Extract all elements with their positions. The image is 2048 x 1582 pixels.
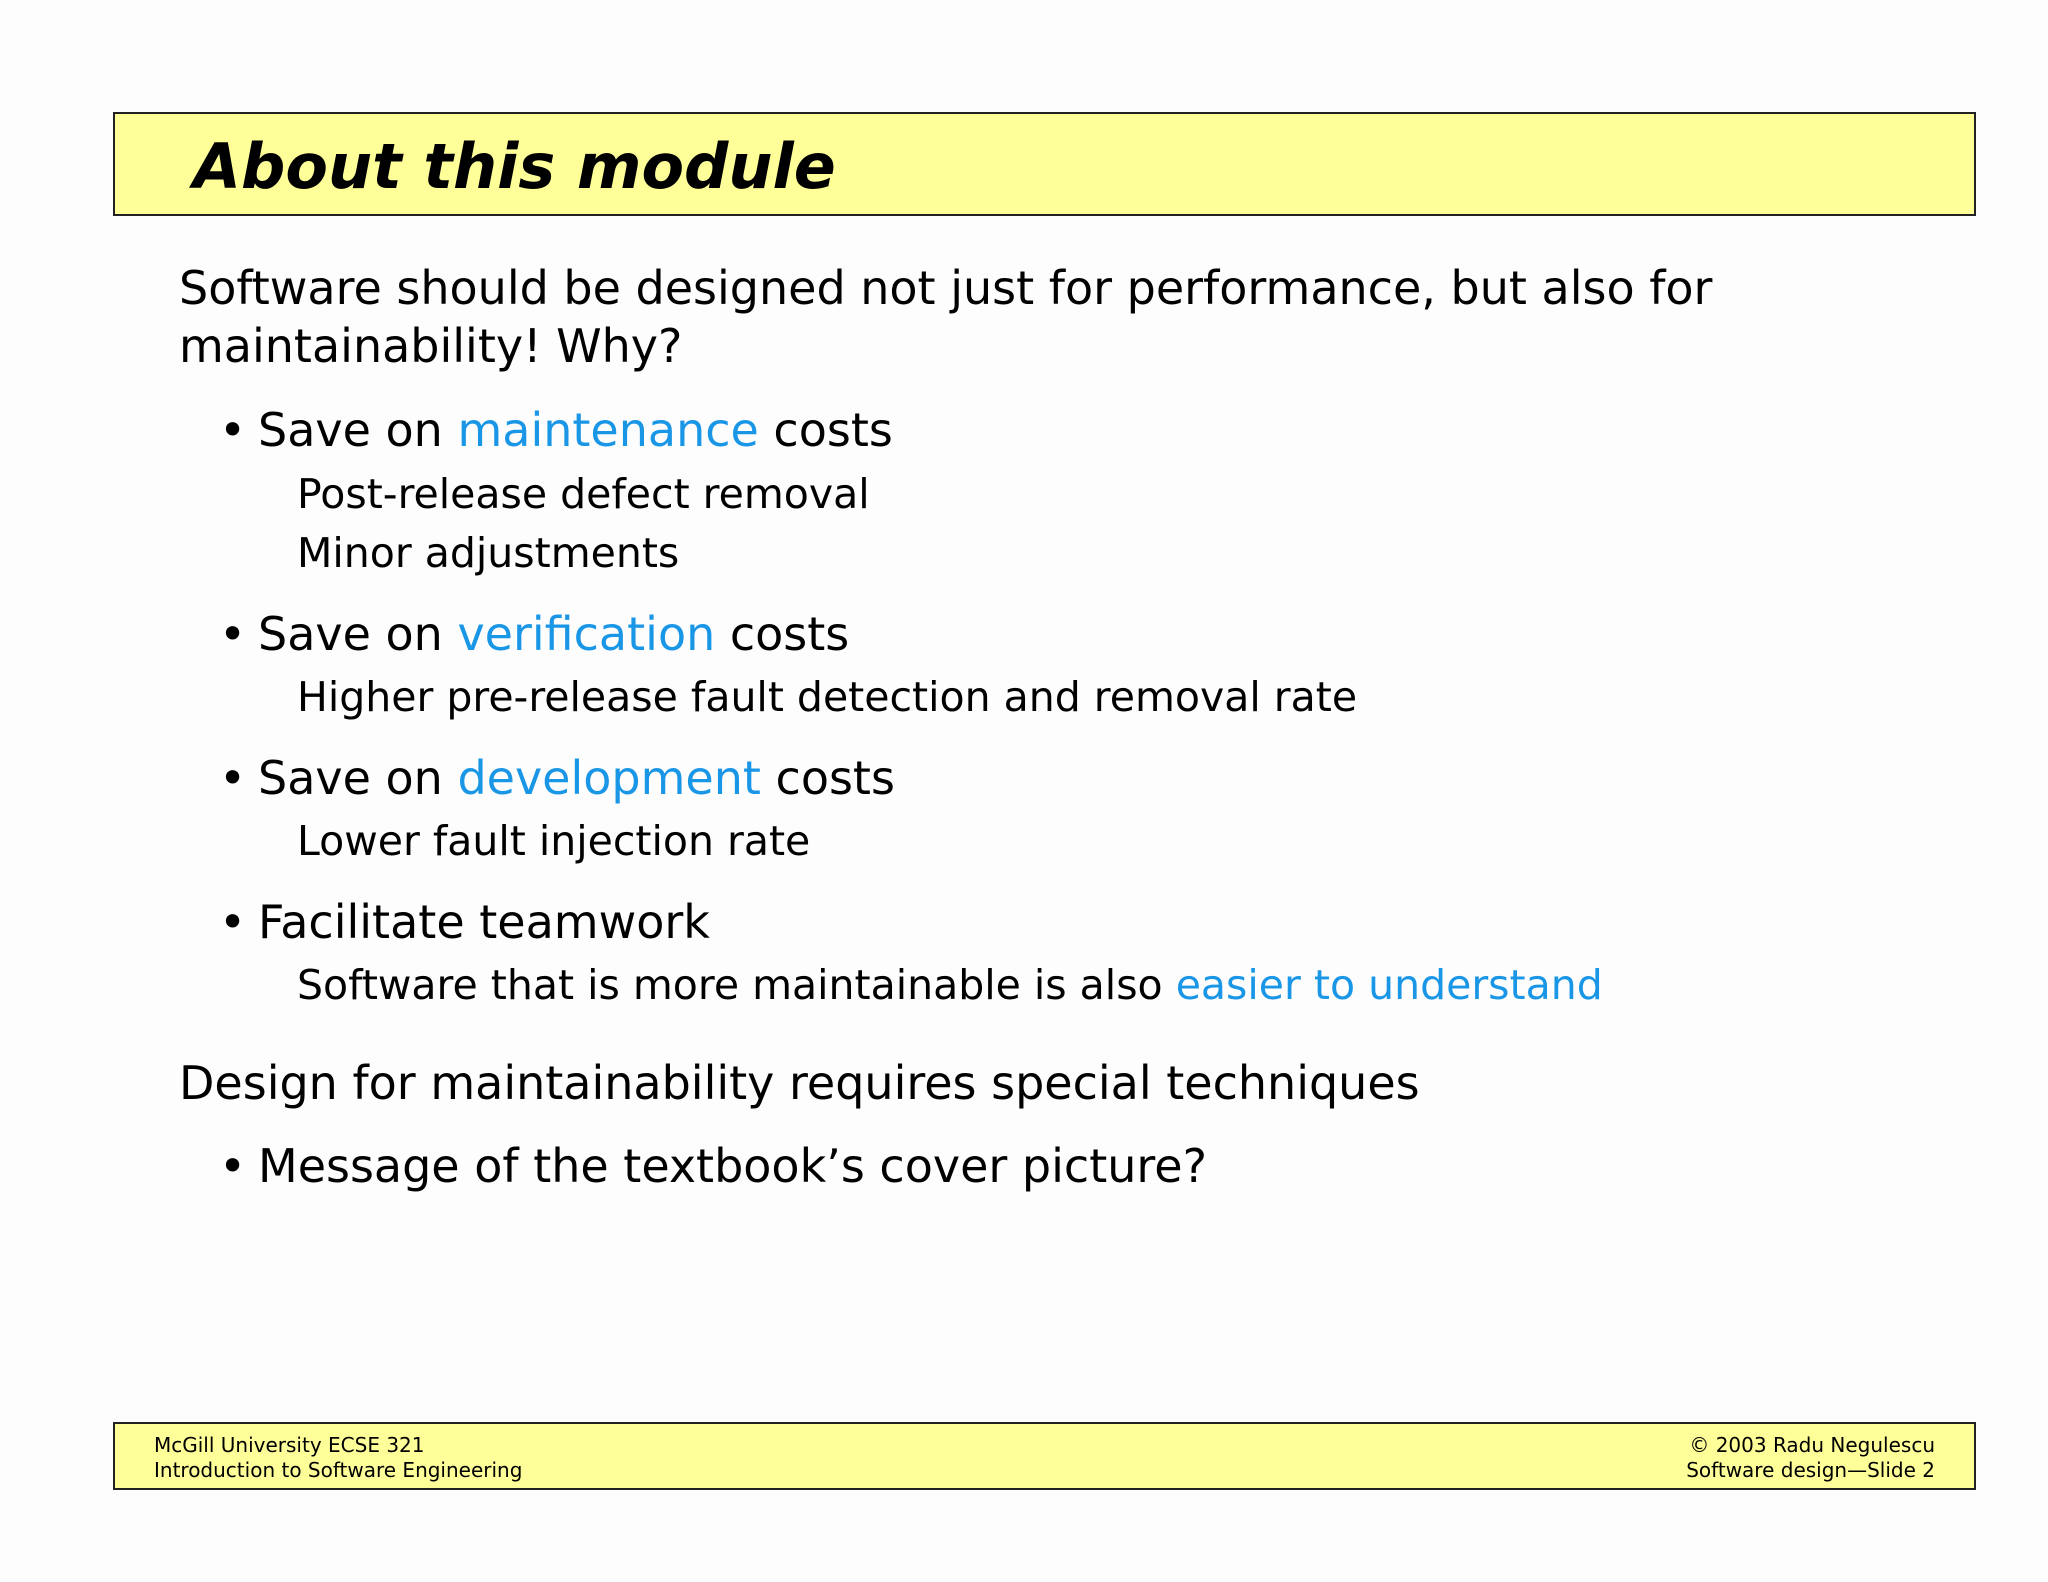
slide-title: About this module <box>193 130 836 203</box>
subitem-minor-adjustments: Minor adjustments <box>297 529 680 577</box>
bullet-verification <box>258 606 849 662</box>
highlight-easier-to-understand: easier to understand <box>1175 961 1603 1009</box>
footer-slide-number: Software design—Slide 2 <box>1686 1458 1935 1482</box>
bullet-development <box>258 750 895 806</box>
footer-slide-info <box>1686 1433 1935 1483</box>
bullet-suffix: costs <box>760 751 895 805</box>
footer-university: McGill University ECSE 321 <box>154 1433 425 1457</box>
slide-footer <box>113 1422 1976 1490</box>
highlight-development: development <box>457 751 761 805</box>
bullet-prefix: Save on <box>258 403 458 457</box>
bullet-suffix: costs <box>758 403 893 457</box>
intro-line-2: maintainability! Why? <box>179 319 683 373</box>
bullet-suffix: costs <box>715 607 850 661</box>
bullet-marker: • <box>219 895 247 949</box>
bullet-marker: • <box>219 751 247 805</box>
subitem-post-release: Post-release defect removal <box>297 470 870 518</box>
subitem-fault-detection: Higher pre-release fault detection and removal rate <box>297 673 1358 721</box>
highlight-maintenance: maintenance <box>457 403 759 457</box>
footer-course-info <box>154 1433 522 1483</box>
footer-course-title: Introduction to Software Engineering <box>154 1458 523 1482</box>
bullet-maintenance <box>258 402 893 458</box>
bullet-cover-picture: Message of the textbook’s cover picture? <box>258 1139 1207 1193</box>
bullet-prefix: Save on <box>258 751 458 805</box>
bullet-marker: • <box>219 607 247 661</box>
intro-line-1: Software should be designed not just for performance, but also for <box>179 261 1713 315</box>
bullet-marker: • <box>219 403 247 457</box>
subitem-understandable <box>297 960 1603 1010</box>
design-for-maintainability: Design for maintainability requires special techniques <box>179 1056 1420 1110</box>
bullet-marker: • <box>219 1139 247 1193</box>
subitem-prefix: Software that is more maintainable is also <box>297 961 1176 1009</box>
subitem-fault-injection: Lower fault injection rate <box>297 817 811 865</box>
bullet-teamwork: Facilitate teamwork <box>258 895 710 949</box>
highlight-verification: verification <box>457 607 716 661</box>
bullet-prefix: Save on <box>258 607 458 661</box>
footer-copyright: © 2003 Radu Negulescu <box>1689 1433 1935 1457</box>
